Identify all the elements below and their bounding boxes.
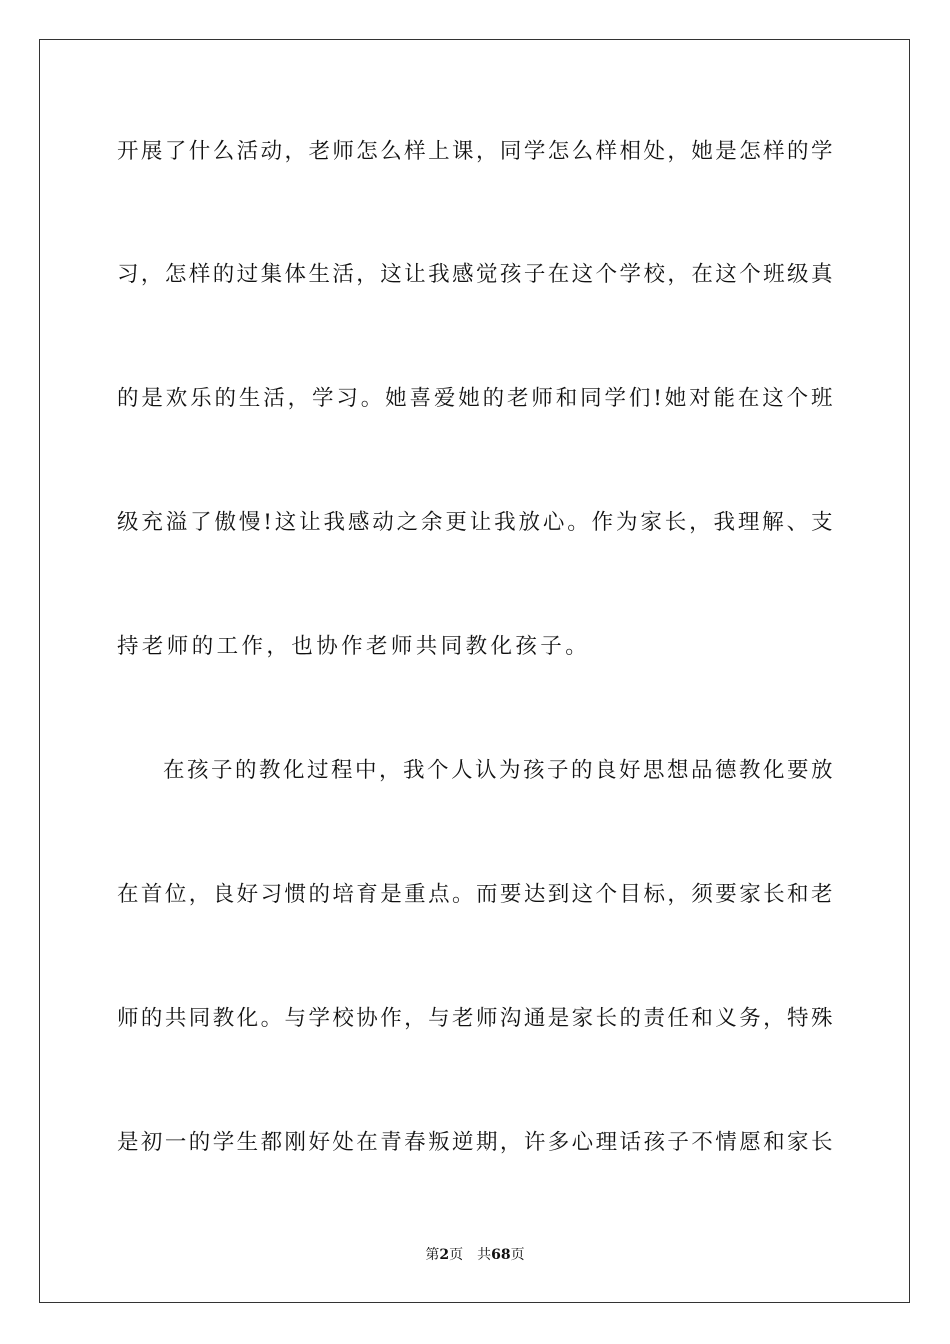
body-text-line: 级充溢了傲慢!这让我感动之余更让我放心。作为家长，我理解、支: [117, 510, 833, 535]
page-footer: [0, 1245, 950, 1265]
page-number-prefix: 第: [425, 1247, 440, 1263]
body-text-line: 是初一的学生都刚好处在青春叛逆期，许多心理话孩子不情愿和家长: [117, 1130, 833, 1155]
total-pages-suffix: 页: [510, 1247, 525, 1263]
body-text-line: 习，怎样的过集体生活，这让我感觉孩子在这个学校，在这个班级真: [117, 262, 833, 287]
page-number: 2: [439, 1247, 450, 1263]
page-number-suffix: 页: [449, 1247, 464, 1263]
body-text-line: 持老师的工作，也协作老师共同教化孩子。: [117, 634, 591, 659]
total-pages: 68: [491, 1247, 511, 1263]
body-text-line: 开展了什么活动，老师怎么样上课，同学怎么样相处，她是怎样的学: [117, 139, 833, 164]
body-text-line: 师的共同教化。与学校协作，与老师沟通是家长的责任和义务，特殊: [117, 1006, 833, 1031]
body-text-line: 的是欢乐的生活，学习。她喜爱她的老师和同学们!她对能在这个班: [117, 386, 833, 411]
paragraph-first-line: 在孩子的教化过程中，我个人认为孩子的良好思想品德教化要放: [163, 758, 833, 783]
body-text-line: 在首位，良好习惯的培育是重点。而要达到这个目标，须要家长和老: [117, 882, 833, 907]
page-border: [39, 39, 910, 1303]
total-pages-prefix: 共: [477, 1247, 492, 1263]
